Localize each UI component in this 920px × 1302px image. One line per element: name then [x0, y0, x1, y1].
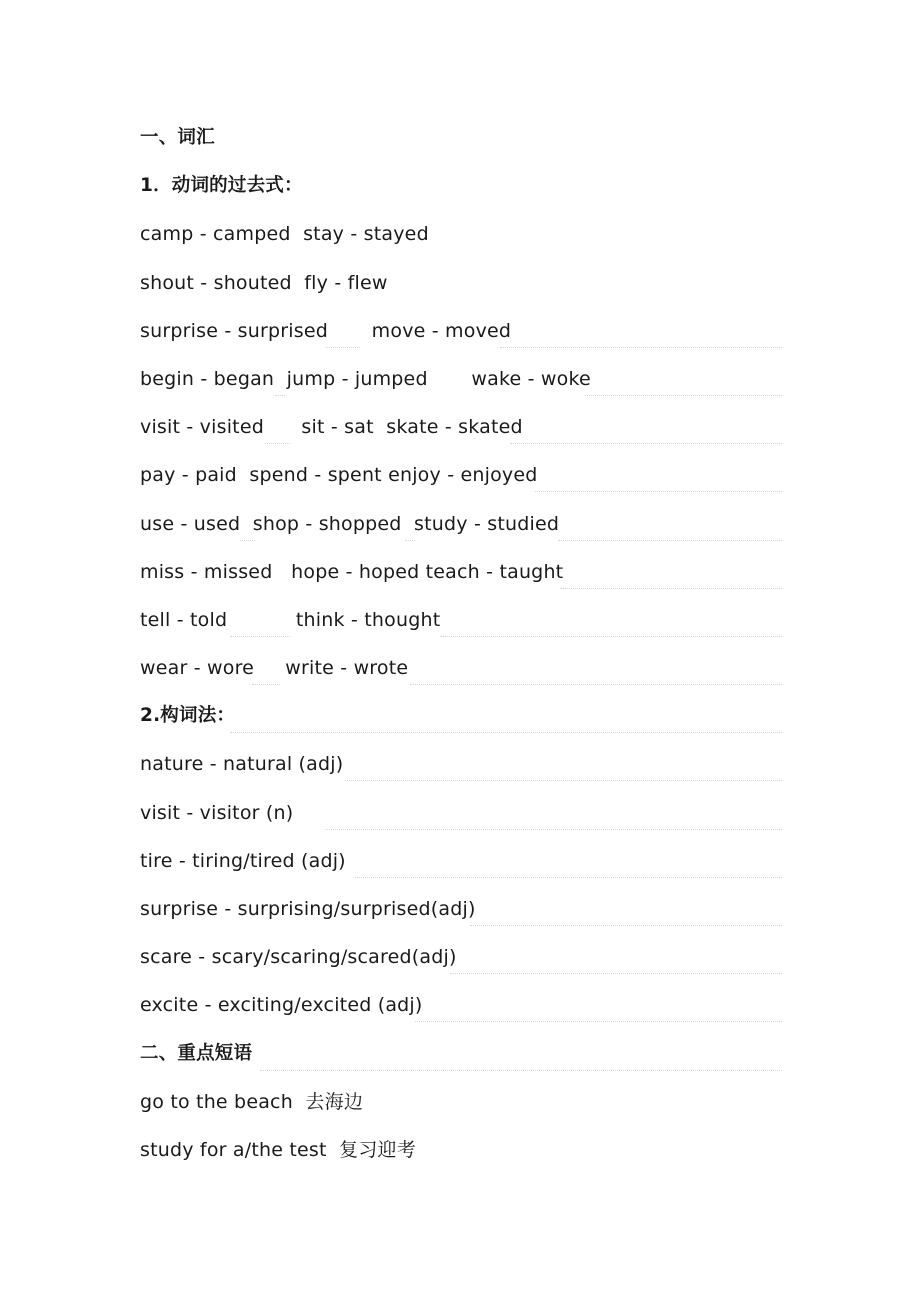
dotted-leader	[230, 636, 290, 637]
subheading-past-tense: 1．动词的过去式：	[140, 175, 303, 197]
text-line-past-tense	[140, 403, 785, 451]
dotted-leader	[535, 491, 782, 492]
line-text: tire - tiring/tired (adj)	[140, 849, 346, 872]
section-heading-vocabulary: 一、词汇	[140, 127, 215, 148]
text-line-word-formation	[140, 933, 785, 981]
dotted-leader	[275, 395, 285, 396]
dotted-leader	[405, 540, 415, 541]
text-line-past-tense	[140, 500, 785, 548]
dotted-leader	[410, 684, 782, 685]
dotted-leader	[585, 395, 782, 396]
line-text: excite - exciting/excited (adj)	[140, 994, 423, 1017]
text-line-word-formation	[140, 789, 785, 837]
dotted-leader	[500, 347, 782, 348]
subheading-word-formation	[140, 692, 785, 740]
dotted-leader	[558, 540, 782, 541]
dotted-leader	[510, 443, 782, 444]
document-page	[140, 114, 785, 1174]
line-text: visit - visited sit - sat skate - skated	[140, 416, 523, 439]
line-text: tell - told think - thought	[140, 608, 441, 631]
text-line-word-formation	[140, 837, 785, 885]
text-line-past-tense: camp - camped stay - stayed	[140, 223, 429, 246]
line-text: use - used shop - shopped study - studied	[140, 512, 560, 535]
dotted-leader	[560, 588, 782, 589]
text-line-past-tense: shout - shouted fly - flew	[140, 271, 388, 294]
line-text: nature - natural (adj)	[140, 753, 344, 776]
text-line-past-tense	[140, 644, 785, 692]
text-line-past-tense	[140, 451, 785, 499]
line-text: begin - began jump - jumped wake - woke	[140, 367, 591, 390]
dotted-leader	[450, 973, 782, 974]
text-line-past-tense	[140, 355, 785, 403]
dotted-leader	[240, 540, 255, 541]
line-text: wear - wore write - wrote	[140, 657, 409, 680]
dotted-leader	[415, 1021, 782, 1022]
text-line-word-formation	[140, 981, 785, 1029]
dotted-leader	[440, 636, 782, 637]
text-line-phrase: go to the beach 去海边	[140, 1090, 364, 1113]
dotted-leader	[230, 732, 782, 733]
dotted-leader	[252, 684, 280, 685]
dotted-leader	[470, 925, 782, 926]
section-heading-key-phrases	[140, 1030, 785, 1078]
dotted-leader	[325, 829, 782, 830]
line-text: visit - visitor (n)	[140, 801, 294, 824]
dotted-leader	[325, 347, 360, 348]
line-text: scare - scary/scaring/scared(adj)	[140, 946, 457, 969]
dotted-leader	[265, 443, 290, 444]
dotted-leader	[355, 877, 782, 878]
text-line-word-formation	[140, 740, 785, 788]
line-text: surprise - surprising/surprised(adj)	[140, 898, 476, 920]
text-line-past-tense	[140, 548, 785, 596]
text-line-word-formation	[140, 885, 785, 933]
text-line-past-tense	[140, 596, 785, 644]
line-text: pay - paid spend - spent enjoy - enjoyed	[140, 464, 538, 487]
text-line-past-tense	[140, 307, 785, 355]
line-text: 2.构词法：	[140, 705, 236, 727]
dotted-leader	[260, 1070, 782, 1071]
line-text: miss - missed hope - hoped teach - taught	[140, 560, 564, 583]
line-text: 二、重点短语	[140, 1042, 253, 1064]
dotted-leader	[345, 780, 782, 781]
text-line-phrase: study for a/the test 复习迎考	[140, 1138, 416, 1161]
line-text: surprise - surprised move - moved	[140, 319, 512, 342]
